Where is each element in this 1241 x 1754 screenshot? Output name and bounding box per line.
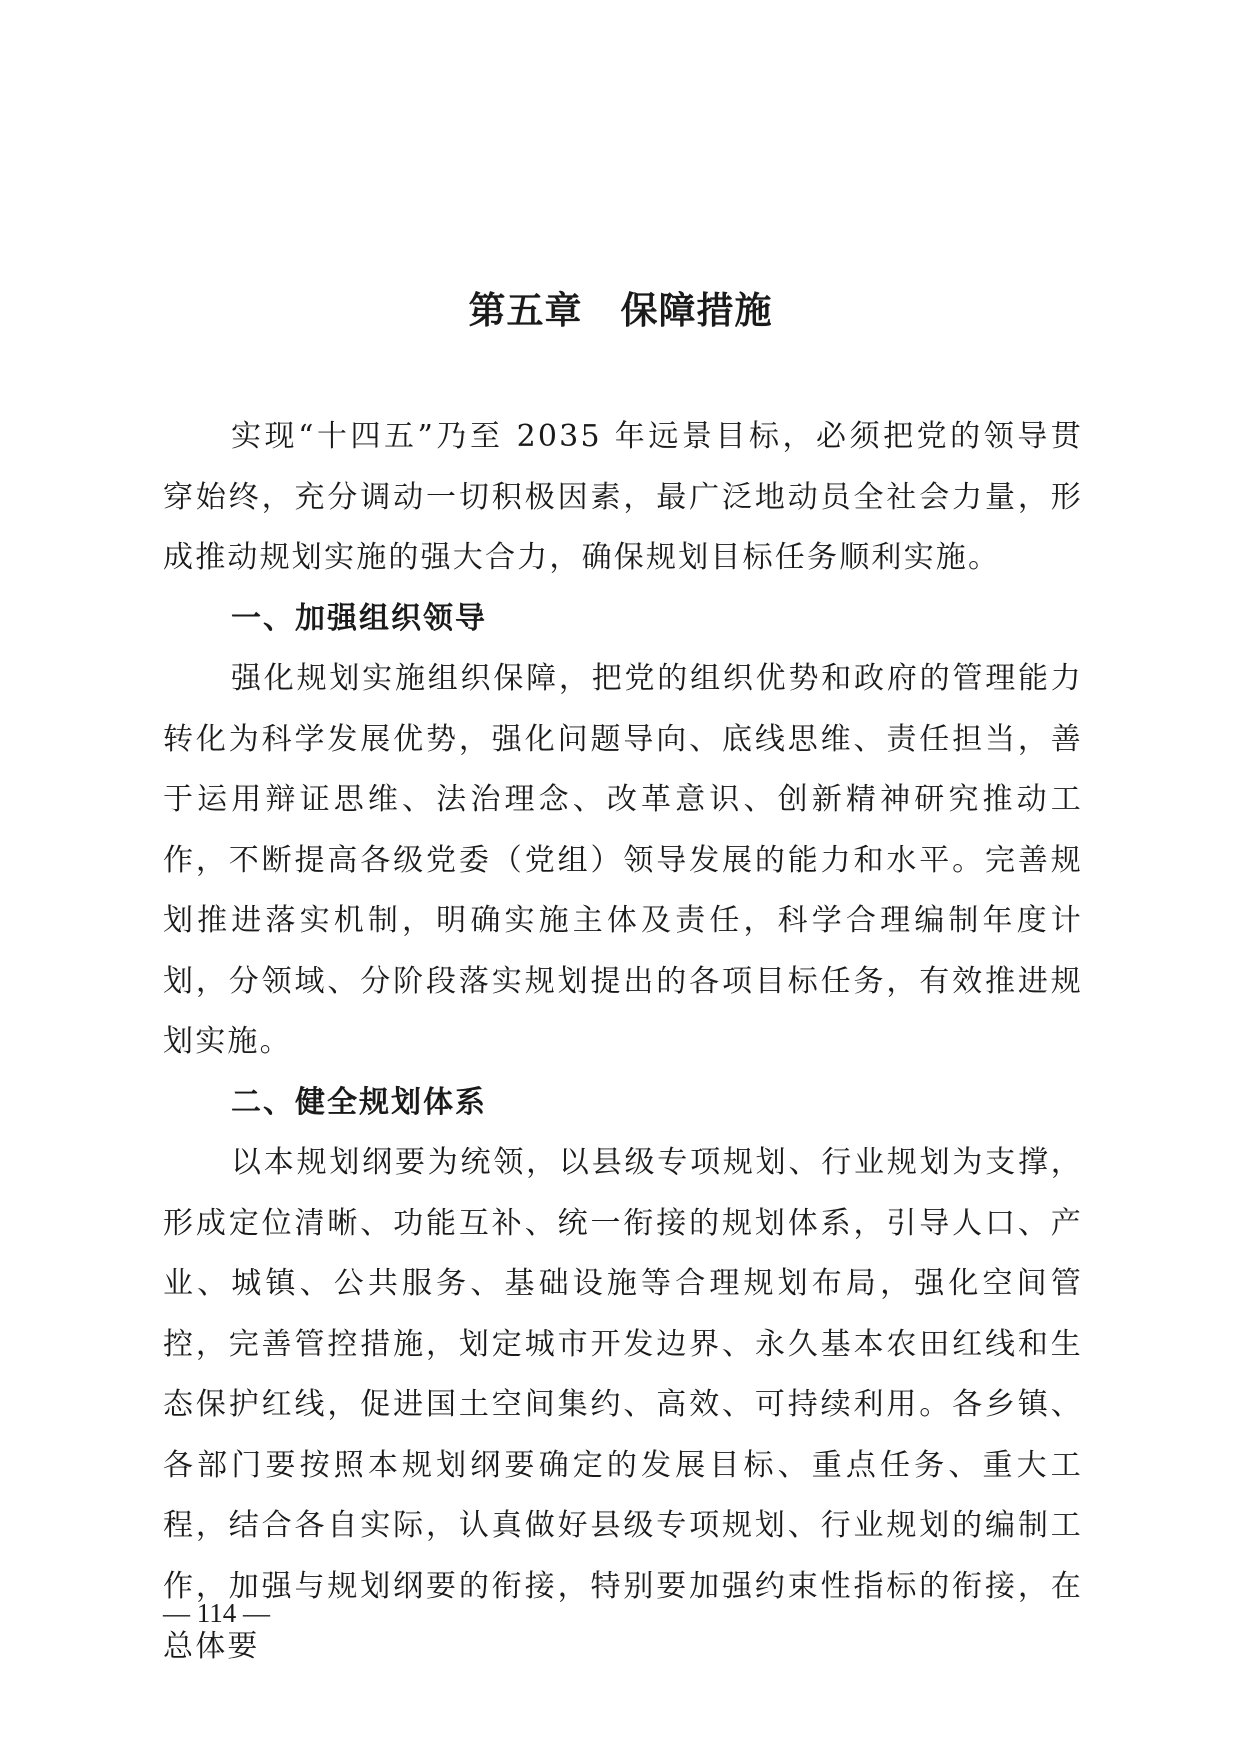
section-heading-1: 一、加强组织领导	[231, 600, 487, 636]
chapter-number: 第五章	[468, 288, 583, 332]
section-1-paragraph: 强化规划实施组织保障，把党的组织优势和政府的管理能力转化为科学发展优势，强化问题导向、底线思维、责任担当，善于运用辩证思维、法治理念、改革意识、创新精神研究推动工作，不断提高各级党委（党组）领导发展的能力和水平。完善规划推进落实机制，明确实施主体及责任，科学合理编制年度计划，分领域、分阶段落实规划提出的各项目标任务，有效推进规划实施。	[163, 661, 1083, 1059]
section-heading-2: 二、健全规划体系	[231, 1084, 487, 1120]
section-2-paragraph: 以本规划纲要为统领，以县级专项规划、行业规划为支撑，形成定位清晰、功能互补、统一衔接的规划体系，引导人口、产业、城镇、公共服务、基础设施等合理规划布局，强化空间管控，完善管控措施，划定城市开发边界、永久基本农田红线和生态保护红线，促进国土空间集约、高效、可持续利用。各乡镇、各部门要按照本规划纲要确定的发展目标、重点任务、重大工程，结合各自实际，认真做好县级专项规划、行业规划的编制工作，加强与规划纲要的衔接，特别要加强约束性指标的衔接，在总体要	[163, 1145, 1083, 1664]
intro-paragraph: 实现“十四五”乃至 2035 年远景目标，必须把党的领导贯穿始终，充分调动一切积极因素，最广泛地动员全社会力量，形成推动规划实施的强大合力，确保规划目标任务顺利实施。	[163, 419, 1083, 575]
chapter-body	[163, 407, 1083, 1678]
chapter-name: 保障措施	[620, 288, 773, 332]
chapter-title	[0, 285, 1241, 335]
page-number: — 114 —	[163, 1598, 270, 1628]
